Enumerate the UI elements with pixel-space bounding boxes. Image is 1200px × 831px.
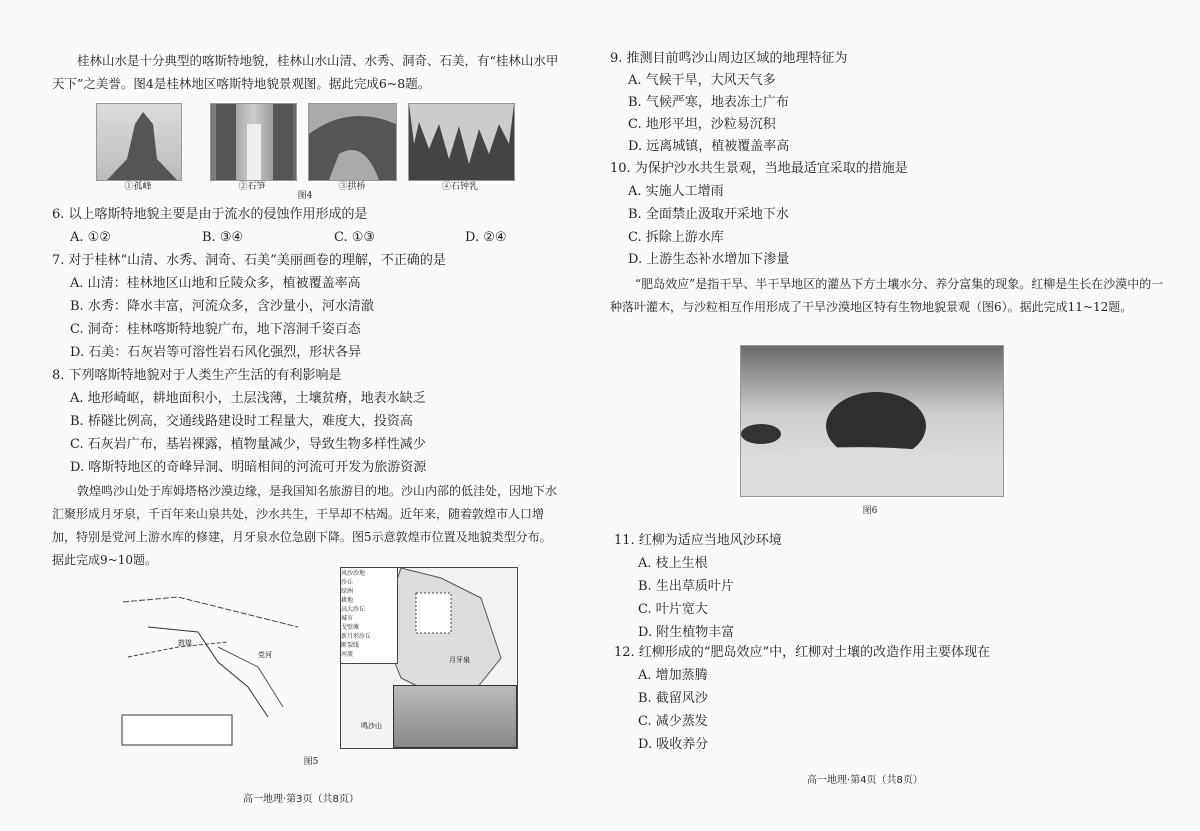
q7-option-d[interactable]: D. 石美：石灰岩等可溶性岩石风化强烈，形状各异: [70, 345, 362, 360]
figure-6-photo: [740, 345, 1004, 497]
fig5-detail-map: [340, 567, 518, 749]
q10-option-d[interactable]: D. 上游生态补水增加下渗量: [628, 252, 790, 267]
fig5-label: 图5: [303, 757, 319, 767]
q8-option-a[interactable]: A. 地形崎岖，耕地面积小，土层浅薄，土壤贫瘠，地表水缺乏: [70, 391, 426, 406]
q10-stem: 10. 为保护沙水共生景观，当地最适宜采取的措施是: [610, 161, 908, 176]
q6-option-d[interactable]: D. ②④: [465, 230, 507, 245]
fig5-inset-photo: [393, 685, 517, 748]
q8-option-d[interactable]: D. 喀斯特地区的奇峰异洞、明暗相间的河流可开发为旅游资源: [70, 460, 427, 475]
fig5-map-label-mingshashan: 鸣沙山: [361, 722, 382, 730]
fig5-legend-item-8: 新月形沙丘: [341, 633, 372, 640]
q7-stem: 7. 对于桂林“山清、水秀、洞奇、石美”美丽画卷的理解，不正确的是: [52, 253, 446, 268]
fig4-caption-2: ②石笋: [238, 182, 266, 192]
q9-option-d[interactable]: D. 远离城镇，植被覆盖率高: [628, 139, 790, 154]
q12-option-a[interactable]: A. 增加蒸腾: [638, 668, 708, 683]
q9-option-b[interactable]: B. 气候严寒，地表冻土广布: [628, 95, 789, 110]
fig5-legend: [341, 568, 398, 664]
q10-option-b[interactable]: B. 全面禁止汲取开采地下水: [628, 207, 789, 222]
intro-paragraph-3: “肥岛效应”是指干旱、半干旱地区的灌丛下方土壤水分、养分富集的现象。红柳是生长在沙漠中的一种落叶灌木，与沙粒相互作用形成了干旱沙漠地区特有生物地貌景观（图6）。据此完成11~12题。: [610, 277, 1164, 314]
footer-page-3: 高一地理·第3页（共8页）: [243, 794, 359, 805]
fig5-legend-item-10: 河流: [341, 651, 354, 658]
photo-stalactite: [408, 103, 515, 181]
q8-option-c[interactable]: C. 石灰岩广布，基岩裸露，植物量减少，导致生物多样性减少: [70, 437, 426, 452]
q12-option-c[interactable]: C. 减少蒸发: [638, 714, 708, 729]
q11-stem: 11. 红柳为适应当地风沙环境: [614, 533, 782, 548]
fig5-legend-item-5: 高大沙丘: [341, 606, 366, 613]
q11-option-b[interactable]: B. 生出草质叶片: [638, 579, 734, 594]
fig5-legend-item-7: 戈壁滩: [341, 624, 360, 631]
q7-option-b[interactable]: B. 水秀：降水丰富，河流众多，含沙量小，河水清澈: [70, 299, 374, 314]
q12-option-d[interactable]: D. 吸收养分: [638, 737, 709, 752]
fig4-caption-3: ③拱桥: [338, 182, 366, 192]
q11-option-a[interactable]: A. 枝上生根: [638, 556, 708, 571]
q10-option-a[interactable]: A. 实施人工增雨: [628, 184, 724, 199]
fig4-caption-4: ④石钟乳: [441, 182, 478, 192]
q12-stem: 12. 红柳形成的“肥岛效应”中，红柳对土壤的改造作用主要体现在: [614, 645, 991, 660]
q7-option-c[interactable]: C. 洞奇：桂林喀斯特地貌广布，地下溶洞千姿百态: [70, 322, 361, 337]
q7-option-a[interactable]: A. 山清：桂林地区山地和丘陵众多，植被覆盖率高: [70, 276, 361, 291]
right-page: [600, 0, 1200, 831]
fig5-legend-item-2: 沙丘: [341, 579, 354, 586]
photo-lone-peak: [96, 103, 182, 181]
fig5-location-map: [118, 567, 343, 747]
fig4-caption-1: ①孤峰: [124, 182, 152, 192]
q6-option-b[interactable]: B. ③④: [202, 230, 244, 245]
q9-option-c[interactable]: C. 地形平坦，沙粒易沉积: [628, 117, 776, 132]
photo-stalagmite: [210, 103, 297, 181]
fig5-legend-item-4: 耕地: [341, 597, 354, 604]
q8-option-b[interactable]: B. 桥隧比例高，交通线路建设时工程量大，难度大，投资高: [70, 414, 413, 429]
footer-page-4: 高一地理·第4页（共8页）: [807, 775, 923, 786]
fig5-map-label-yueyaquan: 月牙泉: [449, 656, 470, 664]
q6-option-c[interactable]: C. ①③: [334, 230, 376, 245]
fig5-legend-item-1: 风沙沙地: [341, 570, 366, 577]
q9-stem: 9. 推测目前鸣沙山周边区域的地理特征为: [610, 51, 848, 66]
q6-option-a[interactable]: A. ①②: [70, 230, 111, 245]
photo-natural-arch: [308, 103, 397, 181]
fig6-label: 图6: [862, 506, 878, 516]
q8-stem: 8. 下列喀斯特地貌对于人类生产生活的有利影响是: [52, 368, 342, 383]
q11-option-d[interactable]: D. 附生植物丰富: [638, 625, 735, 640]
fig5-legend-item-6: 城市: [341, 615, 354, 622]
q12-option-b[interactable]: B. 截留风沙: [638, 691, 708, 706]
fig5-legend-item-9: 断裂线: [341, 642, 360, 649]
q6-options: [70, 227, 570, 249]
fig5-map-label-dunhuang: 敦煌: [178, 639, 192, 647]
q9-option-a[interactable]: A. 气候干旱，大风天气多: [628, 73, 776, 88]
q6-stem: 6. 以上喀斯特地貌主要是由于流水的侵蚀作用形成的是: [52, 207, 368, 222]
fig4-label: 图4: [297, 191, 313, 201]
fig5-legend-item-3: 绿洲: [341, 588, 354, 595]
fig5-map-label-danghe: 党河: [258, 651, 272, 659]
q10-option-c[interactable]: C. 拆除上游水库: [628, 230, 724, 245]
intro-paragraph-1: 桂林山水是十分典型的喀斯特地貌，桂林山水山清、水秀、洞奇、石美，有“桂林山水甲天下”之美誉。图4是桂林地区喀斯特地貌景观图。据此完成6~8题。: [52, 53, 559, 91]
q11-option-c[interactable]: C. 叶片宽大: [638, 602, 708, 617]
intro-paragraph-2: 敦煌鸣沙山处于库姆塔格沙漠边缘，是我国知名旅游目的地。沙山内部的低洼处，因地下水汇聚形成月牙泉，千百年来山泉共处，沙水共生，干旱却不枯竭。近年来，随着敦煌市人口增加，特别是党河上游水库的修建，月牙泉水位急剧下降。图5示意敦煌市位置及地貌类型分布。据此完成9~10题。: [52, 484, 558, 567]
